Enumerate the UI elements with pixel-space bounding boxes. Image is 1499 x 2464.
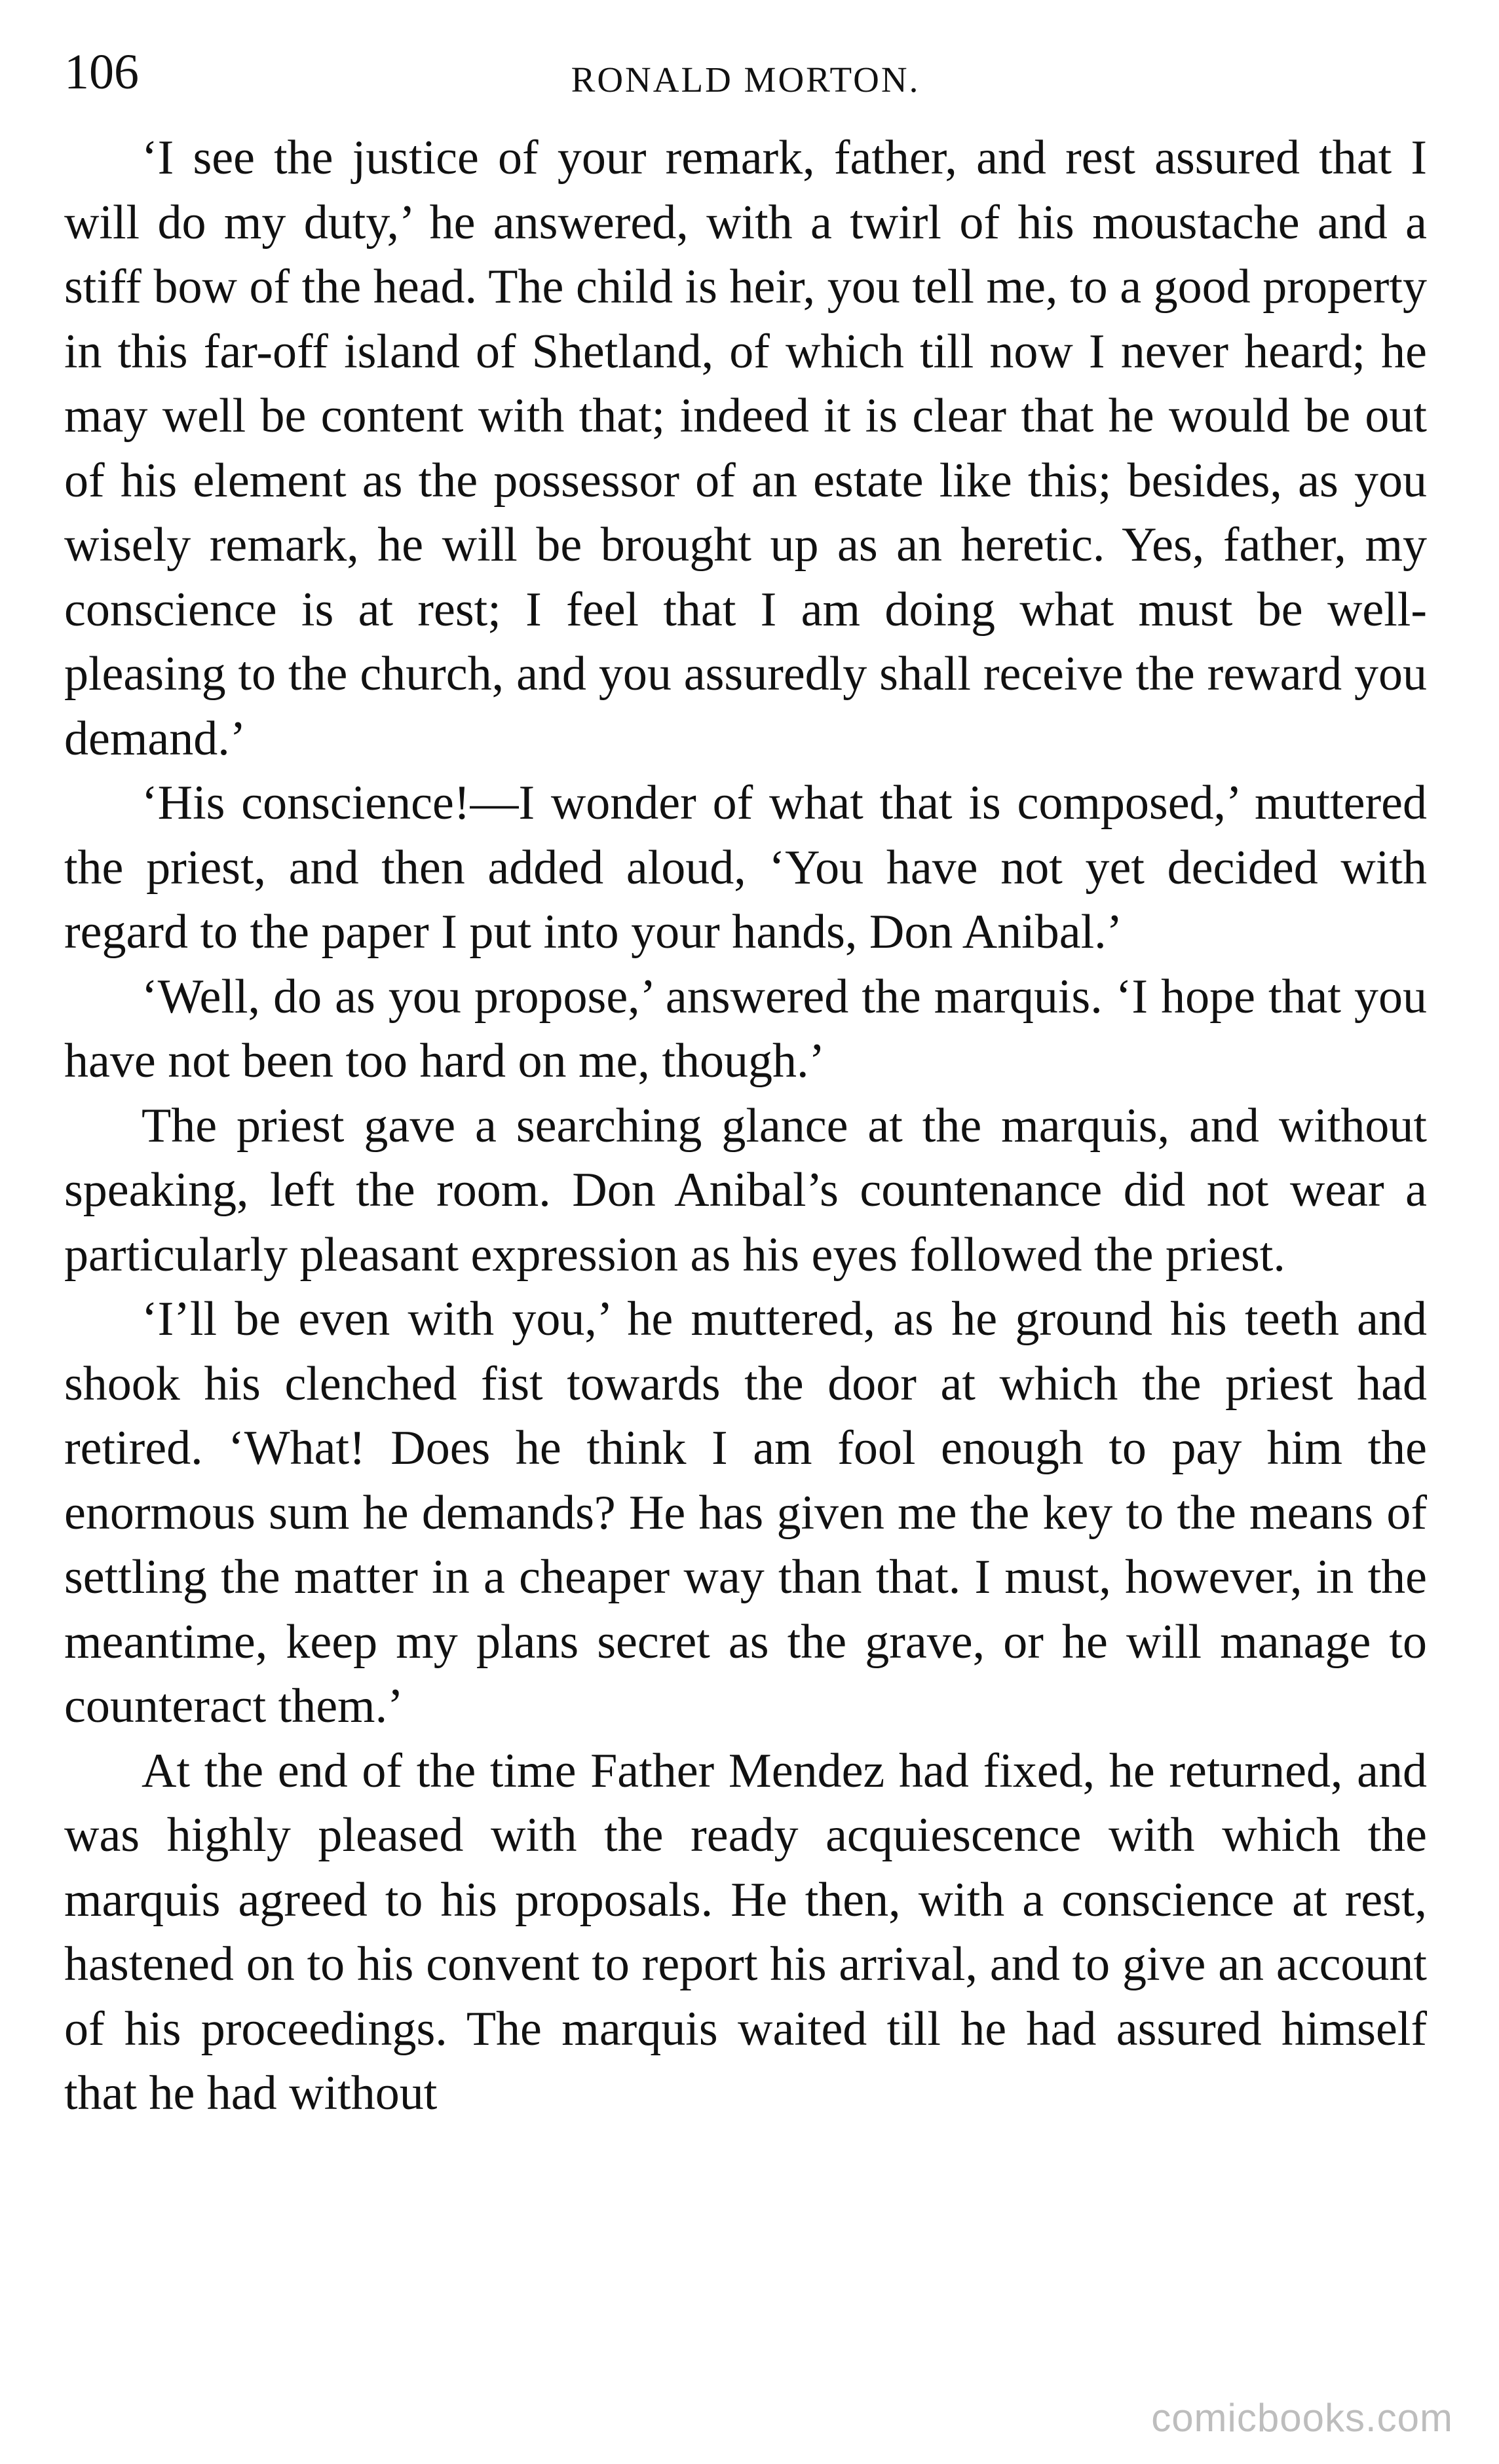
paragraph-2: ‘His conscience!—I wonder of what that is composed,’ muttered the priest, and then added aloud, ‘You have not yet decided with regard to the paper I put into your hands, Don Anibal.’ bbox=[64, 776, 1427, 959]
paragraph-1: ‘I see the justice of your remark, father, and rest assured that I will do my duty,’ he answered, with a twirl of his moustache and a stiff bow of the head. The child is heir, you tell me, to a good property in this far-off island of Shetland, of which till now I never heard; he may well be content with that; indeed it is clear that he would be out of his element as the possessor of an estate like this; besides, as you wisely remark, he will be brought up as an heretic. Yes, father, my conscience is at rest; I feel that I am doing what must be well-pleasing to the church, and you assuredly shall receive the reward you demand.’ bbox=[64, 131, 1427, 766]
watermark: comicbooks.com bbox=[1151, 2396, 1453, 2440]
paragraph-5: ‘I’ll be even with you,’ he muttered, as he ground his teeth and shook his clenched fist towards the door at which the priest had retired. ‘What! Does he think I am fool enough to pay him the enormous sum he demands? He has given me the key to the means of settling the matter in a cheaper way than that. I must, however, in the meantime, keep my plans secret as the grave, or he will manage to counteract them.’ bbox=[64, 1292, 1427, 1733]
paragraph-3: ‘Well, do as you propose,’ answered the marquis. ‘I hope that you have not been too hard on me, though.’ bbox=[64, 969, 1427, 1088]
paragraph-4: The priest gave a searching glance at the marquis, and without speaking, left the room. Don Anibal’s countenance did not wear a particularly pleasant expression as his eyes followed the priest. bbox=[64, 1098, 1427, 1282]
body-text bbox=[64, 126, 1427, 2126]
running-title: RONALD MORTON. bbox=[571, 60, 920, 100]
running-head bbox=[64, 47, 1427, 126]
paragraph-6: At the end of the time Father Mendez had fixed, he returned, and was highly pleased with the ready acquiescence with which the marquis agreed to his proposals. He then, with a conscience at rest, hastened on to his convent to report his arrival, and to give an account of his proceedings. The marquis waited till he had assured himself that he had without bbox=[64, 1744, 1427, 2120]
page-number: 106 bbox=[64, 45, 139, 100]
